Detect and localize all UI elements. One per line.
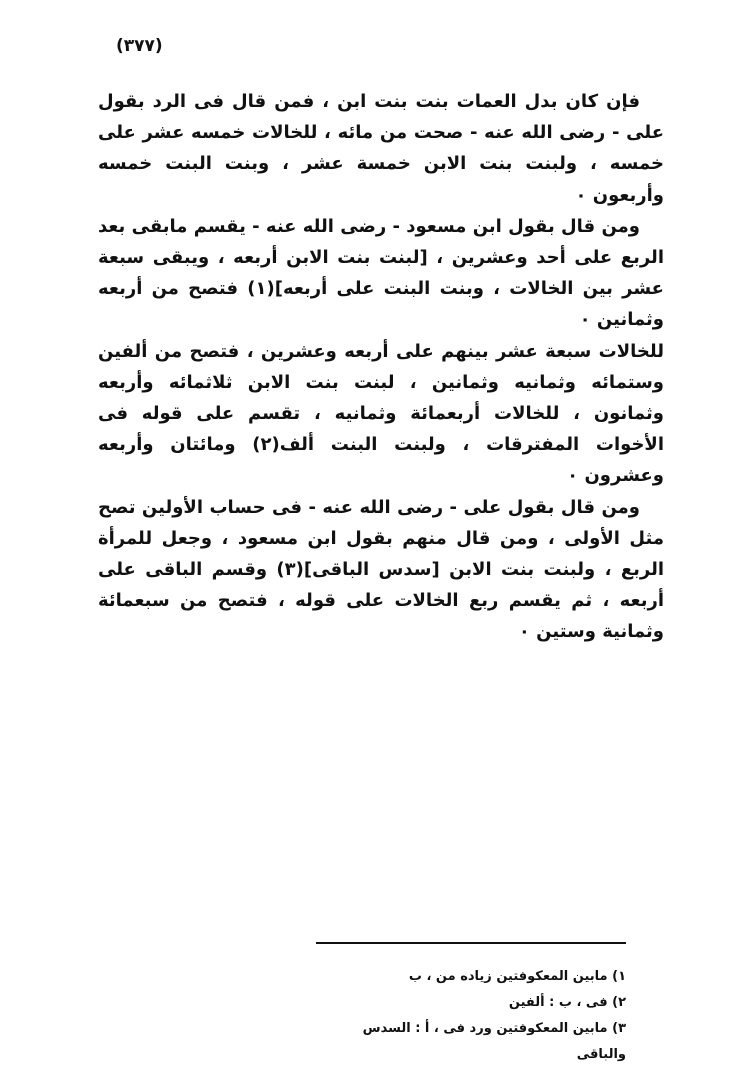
footnote: ٣) مابين المعكوفتين ورد فى ، أ : السدس والباقى <box>362 1021 626 1062</box>
paragraph: للخالات سبعة عشر بينهم على أربعه وعشرين ، فتصح من ألفين وستمائه وثمانيه وثمانين ، لبنت بنت الابن ثلاثمائه وأربعه وثمانون ، للخالات أربعمائة وثمانيه ، تقسم على قوله فى الأخوات المفترقات ، ولبنت البنت ألف(٢) ومائتان وأربعه وعشرون ٠ <box>98 340 664 487</box>
footnote: ١) مابين المعكوفتين زياده من ، ب <box>408 969 626 984</box>
footnote-divider <box>316 942 626 944</box>
footnotes <box>330 964 626 1068</box>
paragraph: فإن كان بدل العمات بنت بنت ابن ، فمن قال فى الرد بقول على - رضى الله عنه - صحت من مائه ، للخالات خمسه عشر على خمسه ، ولبنت بنت الابن خمسة عشر ، وبنت البنت خمسه وأربعون ٠ <box>98 91 664 206</box>
main-text <box>98 86 664 648</box>
paragraph: ومن قال بقول على - رضى الله عنه - فى حساب الأولين تصح مثل الأولى ، ومن قال منهم بقول ابن مسعود ، وجعل للمرأة الربع ، ولبنت بنت الابن [سدس الباقى](٣) وقسم الباقى على أربعه ، ثم يقسم ربع الخالات على قوله ، فتصح من سبعمائة وثمانية وستين ٠ <box>98 496 665 643</box>
paragraph: ومن قال بقول ابن مسعود - رضى الله عنه - يقسم مابقى بعد الربع على أحد وعشرين ، [لبنت بنت الابن أربعه ، ويبقى سبعة عشر بين الخالات ، وبنت البنت على أربعه](١) فتصح من أربعه وثمانين ٠ <box>98 215 664 331</box>
footnote: ٢) فى ، ب : ألفين <box>508 995 626 1010</box>
page-number: (٣٧٧) <box>116 36 163 56</box>
